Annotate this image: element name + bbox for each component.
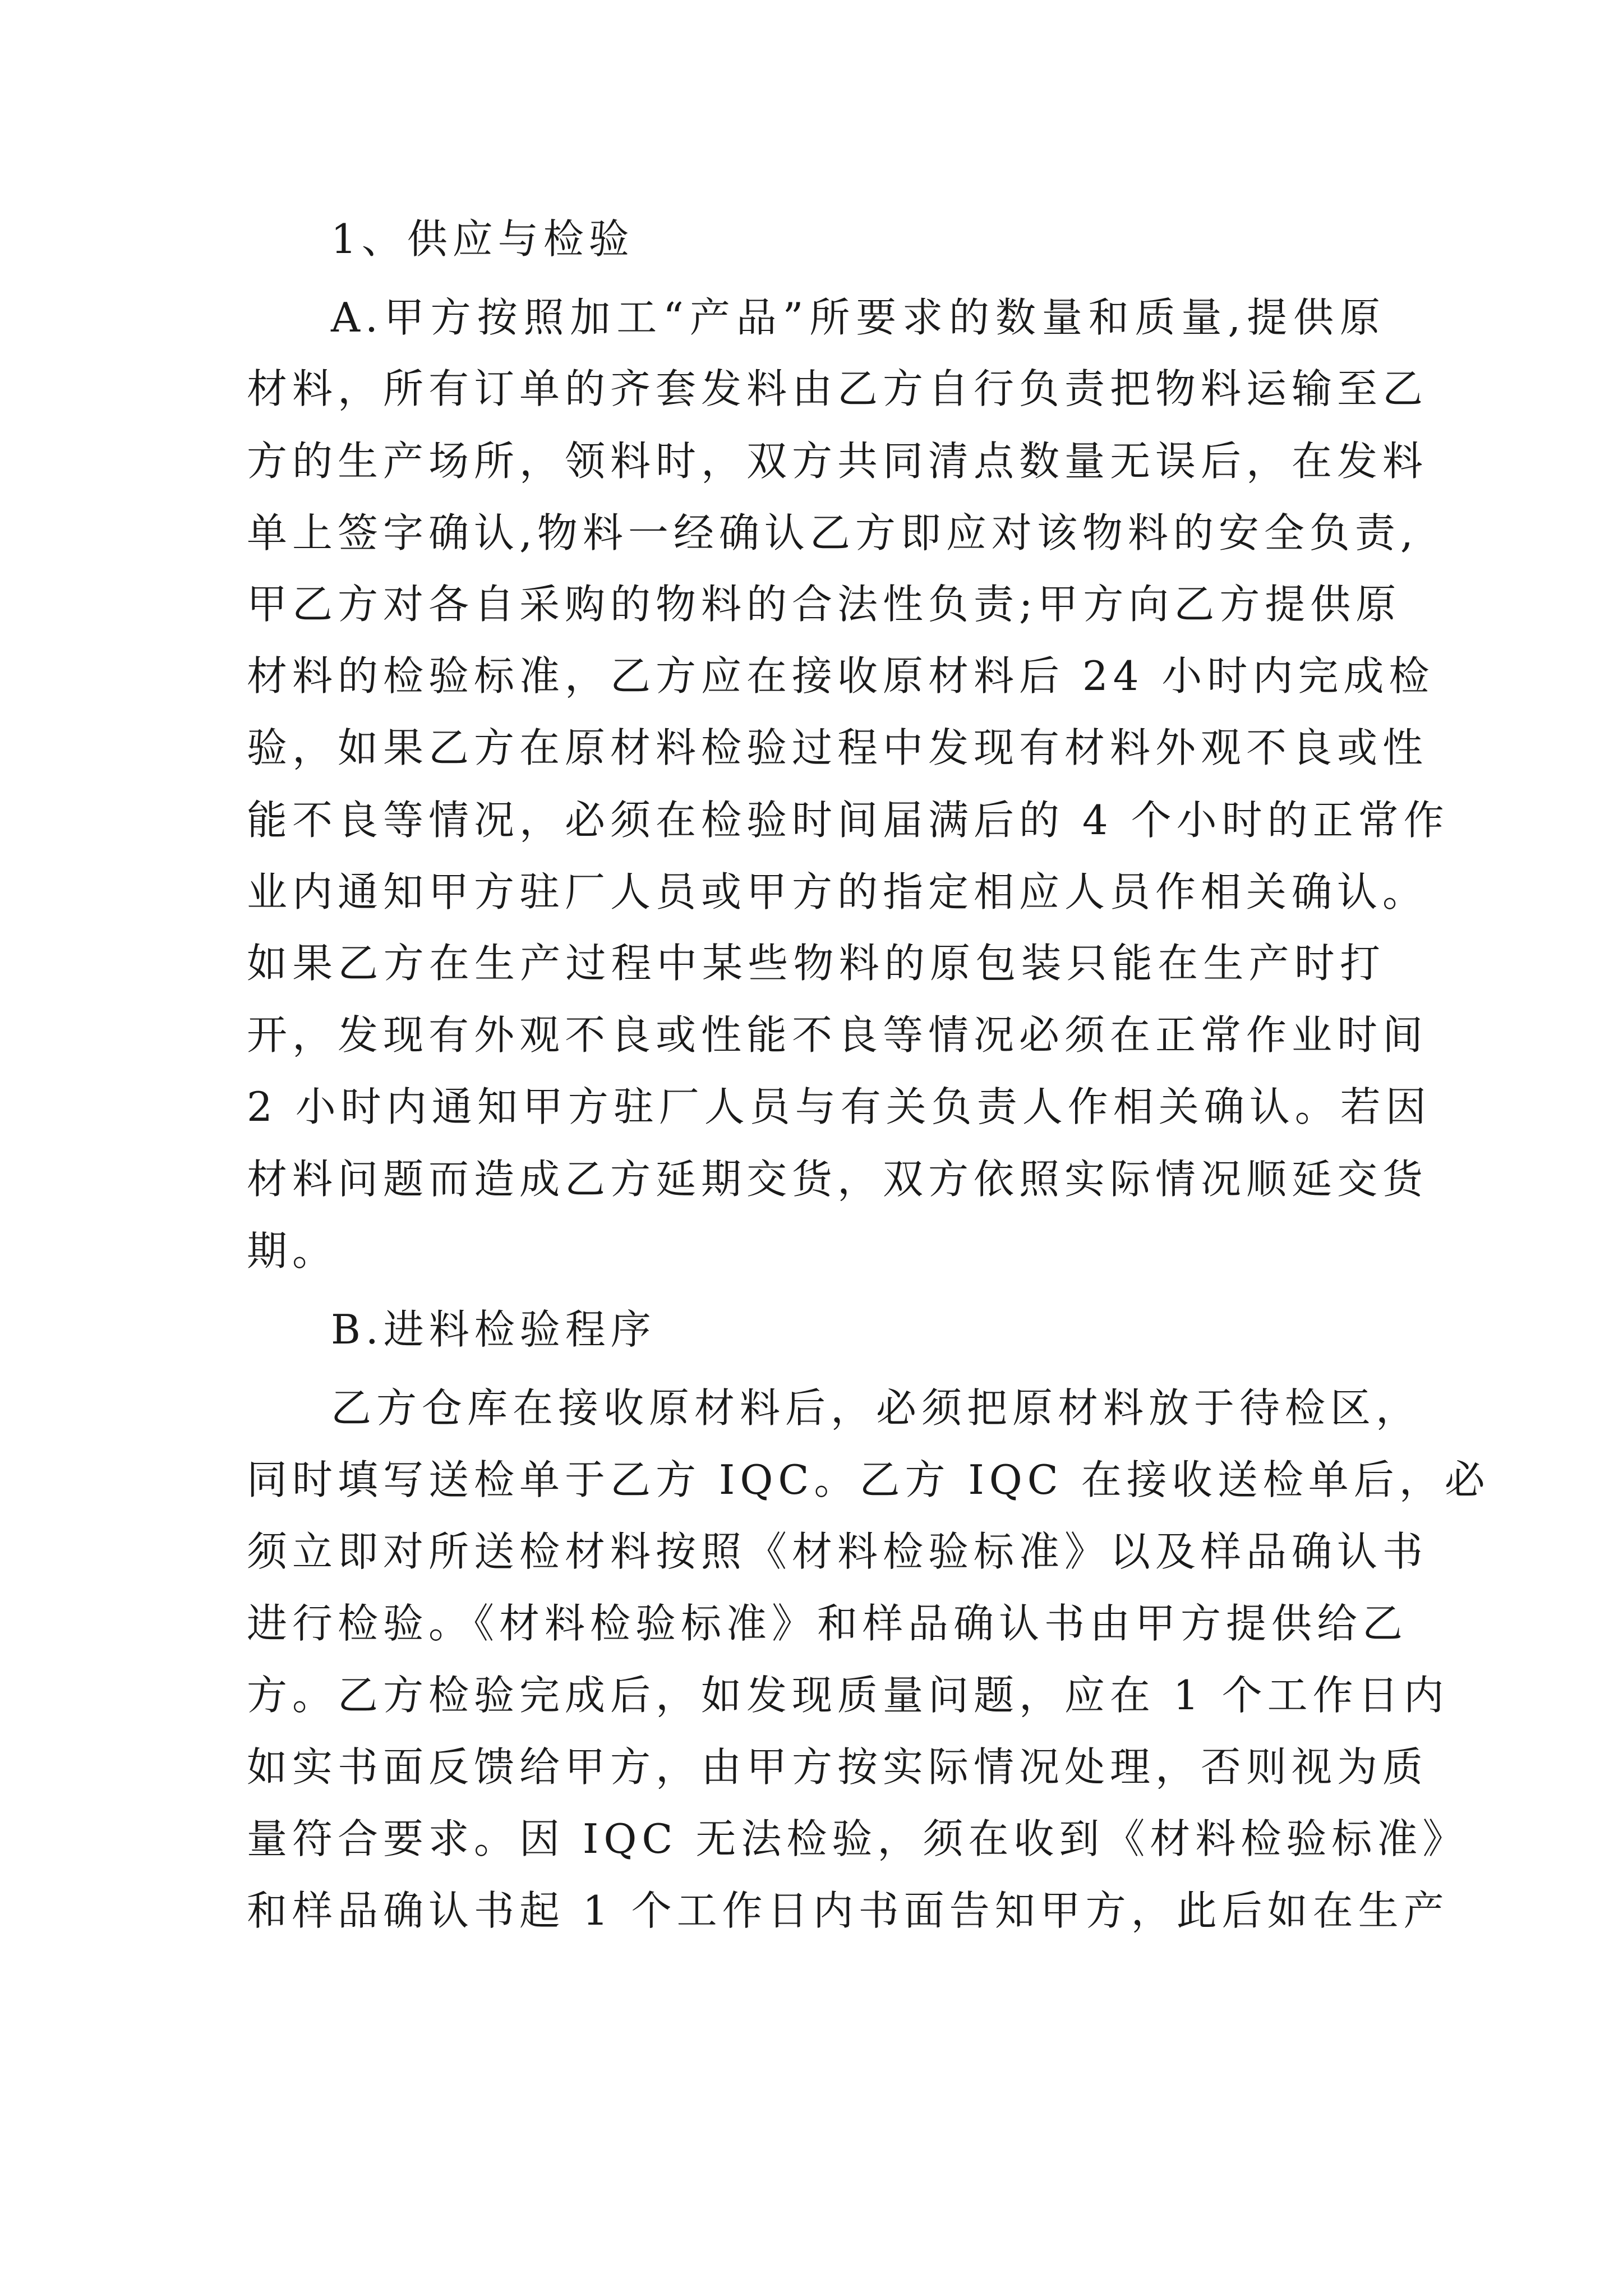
section-heading-supply-inspection: 1、供应与检验 xyxy=(331,215,634,263)
paragraph-b-line: 须立即对所送检材料按照《材料检验标准》以及样品确认书 xyxy=(247,1528,1428,1575)
paragraph-b-line: 和样品确认书起 1 个工作日内书面告知甲方，此后如在生产 xyxy=(247,1887,1449,1934)
paragraph-a-line: A.甲方按照加工“产品”所要求的数量和质量,提供原 xyxy=(331,294,1385,341)
section-heading-incoming-inspection: B.进料检验程序 xyxy=(331,1306,656,1353)
paragraph-a-line: 业内通知甲方驻厂人员或甲方的指定相应人员作相关确认。 xyxy=(247,868,1428,915)
paragraph-a-line: 能不良等情况，必须在检验时间届满后的 4 个小时的正常作 xyxy=(247,797,1449,844)
paragraph-b-line: 量符合要求。因 IQC 无法检验，须在收到《材料检验标准》 xyxy=(247,1815,1468,1862)
paragraph-b-line: 方。乙方检验完成后，如发现质量问题，应在 1 个工作日内 xyxy=(247,1672,1449,1719)
paragraph-a-line: 甲乙方对各自采购的物料的合法性负责;甲方向乙方提供原 xyxy=(247,581,1401,628)
paragraph-a-line: 单上签字确认,物料一经确认乙方即应对该物料的安全负责, xyxy=(247,509,1418,556)
paragraph-b-line: 同时填写送检单于乙方 IQC。乙方 IQC 在接收送检单后，必 xyxy=(247,1456,1490,1503)
paragraph-a-line: 2 小时内通知甲方驻厂人员与有关负责人作相关确认。若因 xyxy=(247,1083,1431,1130)
paragraph-a-line: 材料的检验标准，乙方应在接收原材料后 24 小时内完成检 xyxy=(247,652,1435,700)
paragraph-a-line: 如果乙方在生产过程中某些物料的原包装只能在生产时打 xyxy=(247,940,1385,987)
paragraph-a-line: 材料问题而造成乙方延期交货，双方依照实际情况顺延交货 xyxy=(247,1156,1428,1203)
paragraph-b-line: 乙方仓库在接收原材料后，必须把原材料放于待检区， xyxy=(331,1384,1422,1432)
paragraph-a-line: 开，发现有外观不良或性能不良等情况必须在正常作业时间 xyxy=(247,1011,1428,1059)
paragraph-a-line: 材料，所有订单的齐套发料由乙方自行负责把物料运输至乙 xyxy=(247,365,1428,412)
paragraph-b-line: 如实书面反馈给甲方，由甲方按实际情况处理，否则视为质 xyxy=(247,1743,1428,1791)
paragraph-a-line: 验，如果乙方在原材料检验过程中发现有材料外观不良或性 xyxy=(247,724,1428,771)
paragraph-a-line: 方的生产场所，领料时，双方共同清点数量无误后，在发料 xyxy=(247,438,1428,485)
paragraph-a-line: 期。 xyxy=(247,1227,338,1274)
paragraph-b-line: 进行检验。《材料检验标准》和样品确认书由甲方提供给乙 xyxy=(247,1600,1408,1647)
